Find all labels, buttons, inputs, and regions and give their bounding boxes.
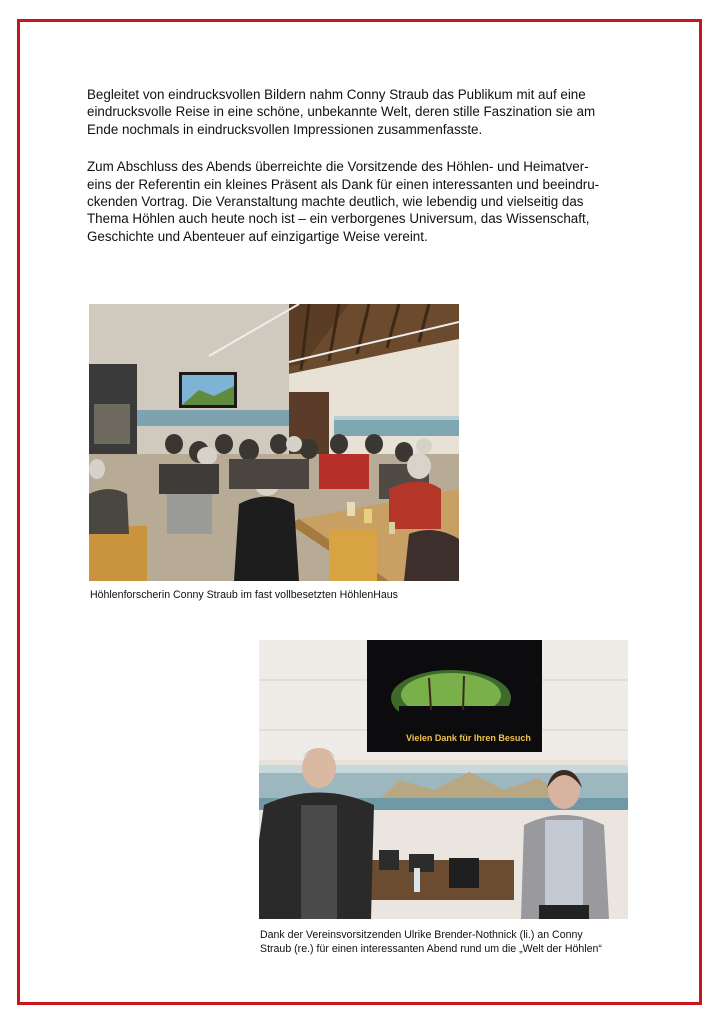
- text-line: eins der Referentin ein kleines Präsent als Dank für einen interessanten und beeindru-: [87, 176, 600, 192]
- screen-thanks-text: Vielen Dank für Ihren Besuch: [406, 733, 531, 743]
- text-line: Ende nochmals in eindrucksvollen Impressionen zusammenfasste.: [87, 121, 483, 137]
- audience-photo-illustration: [89, 304, 459, 581]
- caption-line: Straub (re.) für einen interessanten Abend rund um die „Welt der Höhlen“: [260, 943, 602, 955]
- photo-thanks: [259, 640, 628, 919]
- paragraph-2: [87, 158, 653, 245]
- photo-caption: Höhlenforscherin Conny Straub im fast vollbesetzten HöhlenHaus: [90, 589, 398, 601]
- cave-image: [391, 670, 511, 730]
- text-line: Begleitet von eindrucksvollen Bildern nahm Conny Straub das Publikum mit auf eine: [87, 87, 586, 102]
- text-line: ckenden Vortrag. Die Veranstaltung machte deutlich, wie lebendig und vielseitig das: [87, 194, 584, 210]
- thanks-photo-illustration: [259, 640, 628, 919]
- caption-line: Dank der Vereinsvorsitzenden Ulrike Brender-Nothnick (li.) an Conny: [260, 929, 583, 941]
- text-line: eindrucksvolle Reise in eine schöne, unbekannte Welt, deren stille Faszination sie am: [87, 104, 596, 120]
- article-text: [87, 86, 653, 265]
- text-line: Thema Höhlen auch heute noch ist – ein verborgenes Universum, das Wissenschaft,: [87, 211, 590, 227]
- text-line: Geschichte und Abenteuer auf einzigartige Weise vereint.: [87, 228, 428, 244]
- photo-lecture-audience: [89, 304, 459, 581]
- text-line: Zum Abschluss des Abends überreichte die Vorsitzende des Höhlen- und Heimatver-: [87, 159, 589, 175]
- photo-caption: [260, 928, 660, 956]
- paragraph-1: [87, 86, 653, 138]
